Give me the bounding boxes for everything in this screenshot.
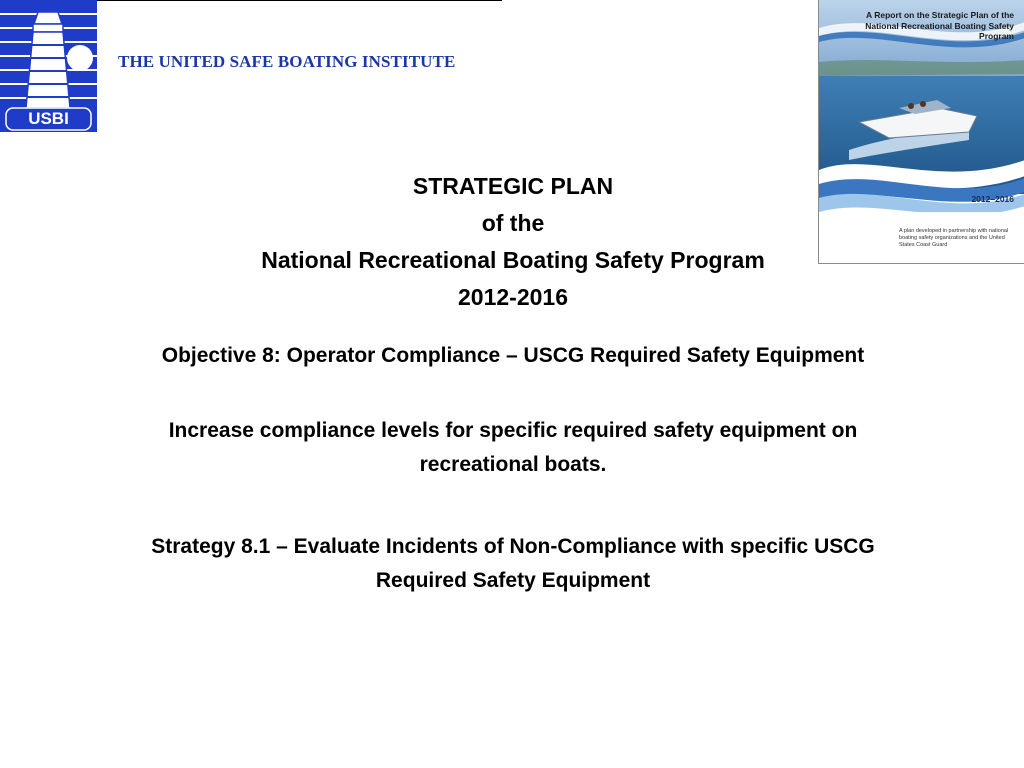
org-name: THE UNITED SAFE BOATING INSTITUTE xyxy=(118,52,456,71)
title-line-2: of the xyxy=(481,210,545,236)
usbi-logo xyxy=(0,0,97,132)
goal-text: Increase compliance levels for specific required safety equipment on recreational boats. xyxy=(168,419,858,476)
cover-title: A Report on the Strategic Plan of the National Recreational Boating Safety Program xyxy=(865,10,1014,41)
title-line-4: 2012-2016 xyxy=(458,284,568,310)
report-cover-image xyxy=(818,0,1024,264)
cover-note: A plan developed in partnership with national boating safety organizations and the United States Coast Guard xyxy=(899,228,1009,248)
strategy-text: Strategy 8.1 – Evaluate Incidents of Non-Compliance with specific USCG Required Safety Equipment xyxy=(151,535,875,592)
title-line-1: STRATEGIC PLAN xyxy=(412,173,614,199)
cover-years: 2012–2016 xyxy=(971,194,1014,204)
title-line-3: National Recreational Boating Safety Program xyxy=(261,247,765,273)
page-title xyxy=(200,168,826,316)
logo-text: USBI xyxy=(28,109,69,128)
objective-text: Objective 8: Operator Compliance – USCG Required Safety Equipment xyxy=(161,344,865,367)
